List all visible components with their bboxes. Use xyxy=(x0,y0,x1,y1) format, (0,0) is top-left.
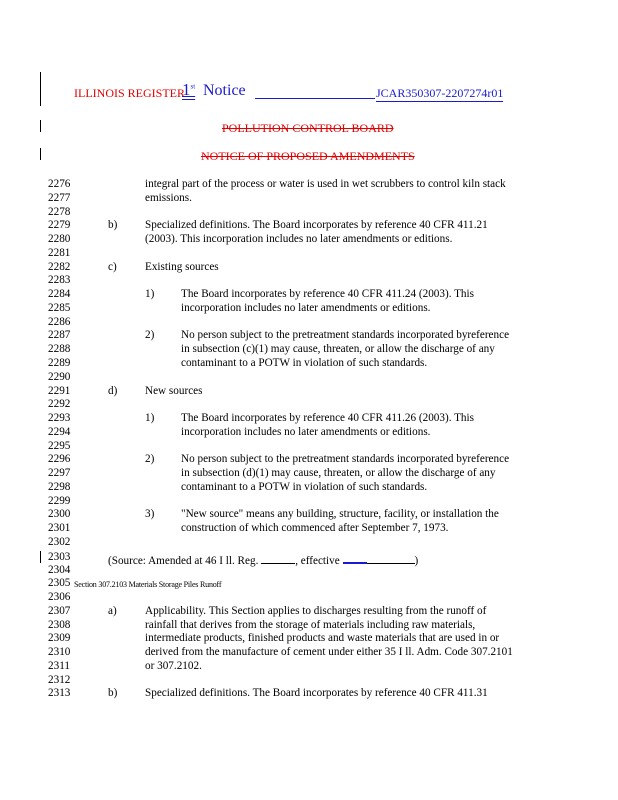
list-marker: b) xyxy=(108,687,118,700)
line-text: incorporation includes no later amendments or editions. xyxy=(181,301,431,314)
line xyxy=(0,329,618,342)
line-number: 2277 xyxy=(48,191,71,204)
line xyxy=(0,632,618,645)
line-number: 2298 xyxy=(48,480,71,493)
line-number: 2304 xyxy=(48,564,71,576)
line xyxy=(0,302,618,315)
line-number: 2303 xyxy=(48,551,71,563)
line-number: 2284 xyxy=(48,288,71,301)
line-number: 2292 xyxy=(48,398,71,411)
list-marker: c) xyxy=(108,260,117,273)
line-number: 2283 xyxy=(48,274,71,287)
line-number: 2312 xyxy=(48,673,71,686)
line-number: 2305 xyxy=(48,577,71,589)
effective-date-blank xyxy=(343,551,367,564)
change-bar xyxy=(40,72,41,106)
line-number: 2299 xyxy=(48,494,71,507)
line-number: 2296 xyxy=(48,453,71,466)
source-prefix: (Source: Amended at 46 I ll. Reg. xyxy=(108,555,259,567)
notice-label: Notice xyxy=(203,82,246,99)
line-number: 2280 xyxy=(48,233,71,246)
list-marker: 3) xyxy=(145,508,155,521)
line xyxy=(0,178,618,191)
line-number: 2288 xyxy=(48,343,71,356)
line xyxy=(0,495,618,508)
effective-date-blank-rest xyxy=(367,552,415,564)
line-number: 2278 xyxy=(48,205,71,218)
header-rule xyxy=(255,86,375,99)
line-text: intermediate products, finished products and waste materials that are used in or xyxy=(145,632,500,645)
line xyxy=(0,219,618,232)
line-number: 2279 xyxy=(48,219,71,232)
line xyxy=(0,343,618,356)
line-text: New sources xyxy=(145,384,203,397)
line xyxy=(0,274,618,287)
line-text: (2003). This incorporation includes no later amendments or editions. xyxy=(145,233,453,246)
list-marker: a) xyxy=(108,604,117,617)
line-text: emissions. xyxy=(145,191,192,204)
line-text: in subsection (c)(1) may cause, threaten, or allow the discharge of any xyxy=(181,343,495,356)
document-id: JCAR350307-2207274r01 xyxy=(376,86,504,100)
line xyxy=(0,426,618,439)
line xyxy=(0,536,618,549)
line-number: 2294 xyxy=(48,425,71,438)
change-bar xyxy=(40,148,41,160)
change-bar xyxy=(40,120,41,132)
register-blank xyxy=(261,552,295,564)
line-text: in subsection (d)(1) may cause, threaten, or allow the discharge of any xyxy=(181,467,496,480)
line-text: incorporation includes no later amendments or editions. xyxy=(181,425,431,438)
line xyxy=(0,206,618,219)
list-marker: 2) xyxy=(145,453,155,466)
line-number: 2309 xyxy=(48,632,71,645)
line-number: 2289 xyxy=(48,357,71,369)
line-number: 2291 xyxy=(48,384,71,397)
list-marker: 1) xyxy=(145,412,155,425)
line xyxy=(0,605,618,618)
line-number: 2313 xyxy=(48,687,71,700)
line xyxy=(0,660,618,673)
line xyxy=(0,481,618,494)
line-text: construction of which commenced after September 7, 1973. xyxy=(181,522,449,535)
line xyxy=(0,646,618,659)
line xyxy=(0,385,618,398)
line-text: No person subject to the pretreatment standards incorporated byreference xyxy=(181,453,510,466)
line-number: 2285 xyxy=(48,301,71,314)
line xyxy=(0,591,618,604)
line-number: 2293 xyxy=(48,412,71,425)
line-number: 2276 xyxy=(48,178,71,190)
line-text: Existing sources xyxy=(145,260,219,273)
line xyxy=(0,440,618,453)
line-number: 2281 xyxy=(48,246,71,259)
line-number: 2310 xyxy=(48,646,71,659)
list-marker: b) xyxy=(108,219,118,232)
line-number: 2295 xyxy=(48,439,71,452)
line-text: contaminant to a POTW in violation of such standards. xyxy=(181,357,428,369)
list-marker: 2) xyxy=(145,329,155,342)
line-text: No person subject to the pretreatment standards incorporated byreference xyxy=(181,329,510,342)
section-heading: Section 307.2103 Materials Storage Piles Runoff xyxy=(74,580,222,589)
line xyxy=(0,371,618,384)
notice-type: NOTICE OF PROPOSED AMENDMENTS xyxy=(201,149,415,163)
line xyxy=(0,467,618,480)
line-number: 2290 xyxy=(48,370,71,383)
line-text: Specialized definitions. The Board incorporates by reference 40 CFR 411.21 xyxy=(145,219,488,232)
source-mid: , effective xyxy=(295,555,340,567)
line-number: 2307 xyxy=(48,604,71,617)
list-marker: d) xyxy=(108,384,118,397)
line xyxy=(0,357,618,370)
line xyxy=(0,192,618,205)
line xyxy=(0,316,618,329)
line xyxy=(0,522,618,535)
line xyxy=(0,619,618,632)
line-text: rainfall that derives from the storage of materials including raw materials, xyxy=(145,618,476,631)
line-text: "New source" means any building, structure, facility, or installation the xyxy=(181,508,499,521)
line xyxy=(0,261,618,274)
line xyxy=(0,687,618,700)
line xyxy=(0,674,618,687)
register-title: ILLINOIS REGISTER xyxy=(74,86,185,100)
line-number: 2297 xyxy=(48,467,71,480)
agency-name: POLLUTION CONTROL BOARD xyxy=(222,121,394,135)
page-number-suffix: st xyxy=(190,82,196,91)
line-number: 2302 xyxy=(48,536,71,549)
source-line xyxy=(0,551,618,567)
line-text: Specialized definitions. The Board incorporates by reference 40 CFR 411.31 xyxy=(145,687,488,700)
section-heading-line xyxy=(0,577,618,590)
line-number: 2306 xyxy=(48,591,71,603)
source-end: ) xyxy=(414,555,419,567)
line-number: 2282 xyxy=(48,260,71,273)
line-text: contaminant to a POTW in violation of such standards. xyxy=(181,480,428,493)
line-text: The Board incorporates by reference 40 CFR 411.26 (2003). This xyxy=(181,412,474,425)
line-text: derived from the manufacture of cement under either 35 I ll. Adm. Code 307.2101 xyxy=(145,646,513,659)
line-text: integral part of the process or water is used in wet scrubbers to control kiln stack xyxy=(145,178,506,190)
line xyxy=(0,412,618,425)
page-number xyxy=(182,80,195,100)
line xyxy=(0,398,618,411)
line xyxy=(0,247,618,260)
line xyxy=(0,564,618,577)
line-number: 2301 xyxy=(48,522,71,535)
line xyxy=(0,288,618,301)
line-number: 2300 xyxy=(48,508,71,521)
line-text: or 307.2102. xyxy=(145,659,202,672)
line-number: 2286 xyxy=(48,315,71,328)
line-number: 2287 xyxy=(48,329,71,342)
list-marker: 1) xyxy=(145,288,155,301)
line-text: The Board incorporates by reference 40 CFR 411.24 (2003). This xyxy=(181,288,474,301)
line-text: Applicability. This Section applies to discharges resulting from the runoff of xyxy=(145,604,487,617)
line xyxy=(0,453,618,466)
line xyxy=(0,233,618,246)
line xyxy=(0,508,618,521)
line-number: 2311 xyxy=(48,659,70,672)
page-number-value: 1 xyxy=(182,80,191,99)
line-number: 2308 xyxy=(48,618,71,631)
